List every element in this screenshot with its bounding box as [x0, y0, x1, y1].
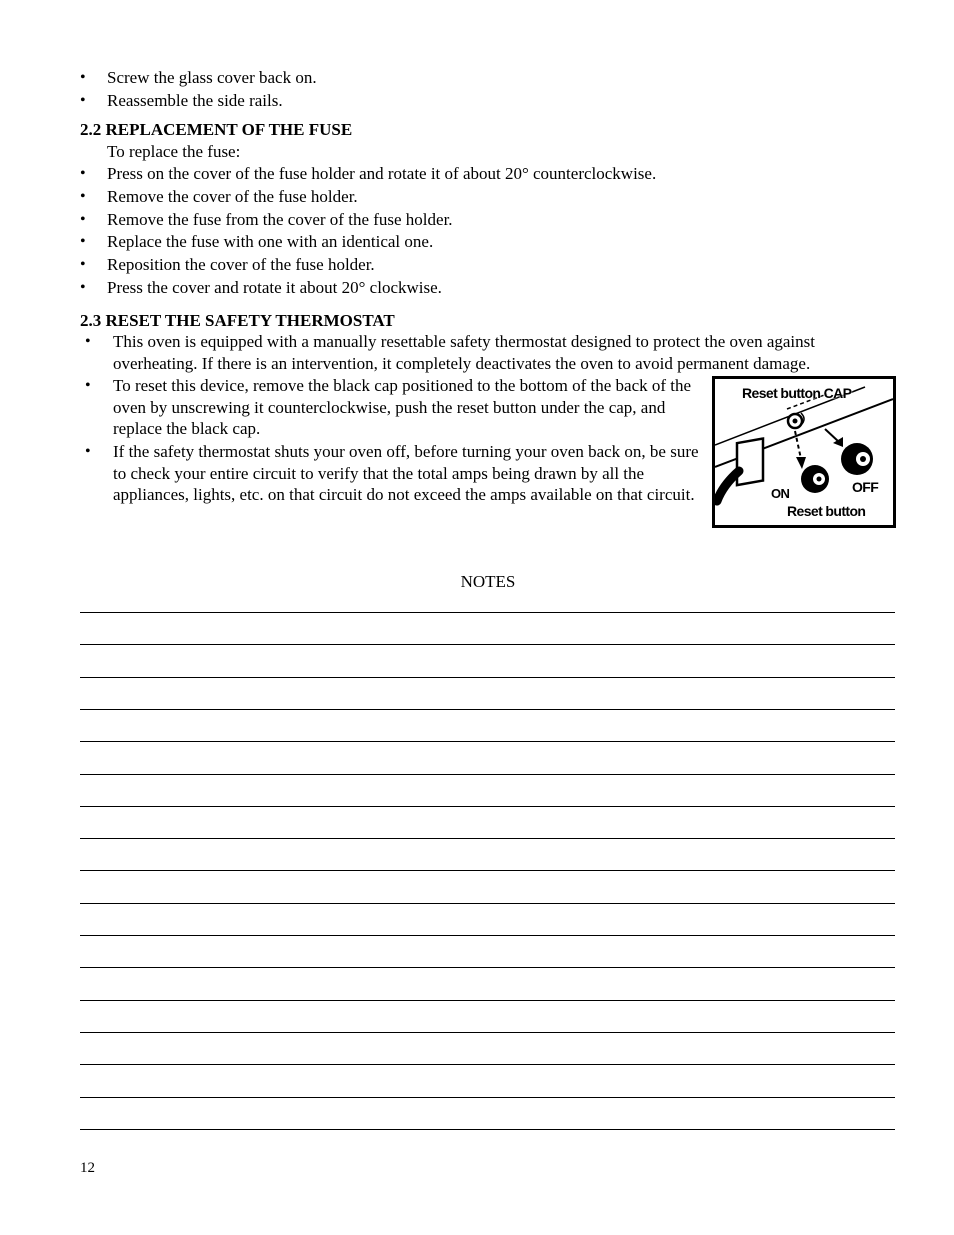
notes-line	[80, 1064, 895, 1065]
notes-line	[80, 1032, 895, 1033]
notes-line	[80, 677, 895, 678]
page-number: 12	[80, 1160, 95, 1176]
list-item: • Press on the cover of the fuse holder and rotate it of about 20° counterclockwise.	[107, 163, 656, 186]
notes-line	[80, 935, 895, 936]
list-item: • Remove the cover of the fuse holder.	[107, 186, 656, 209]
reset-cap-label: Reset button CAP	[742, 385, 852, 401]
list-item: • Remove the fuse from the cover of the fuse holder.	[107, 209, 656, 232]
list-item: • Reposition the cover of the fuse holder.	[107, 254, 656, 277]
notes-line	[80, 709, 895, 710]
notes-line	[80, 612, 895, 613]
notes-line	[80, 1129, 895, 1130]
list-item: • To reset this device, remove the black cap positioned to the bottom of the back of the oven by unscrewing it counterclockwise, push the reset button under the cap, and replace the black cap.	[113, 375, 703, 440]
notes-line	[80, 1097, 895, 1098]
on-label: ON	[771, 486, 790, 501]
fuse-steps-list	[107, 163, 656, 300]
notes-line	[80, 644, 895, 645]
fuse-section-heading: 2.2 REPLACEMENT OF THE FUSE	[80, 120, 353, 139]
reset-section-heading: 2.3 RESET THE SAFETY THERMOSTAT	[80, 311, 395, 330]
reset-button-figure	[712, 376, 896, 528]
list-item: • Reassemble the side rails.	[107, 90, 317, 113]
top-bullet-list	[107, 67, 317, 113]
off-label: OFF	[852, 479, 879, 495]
notes-line	[80, 838, 895, 839]
notes-title: NOTES	[460, 572, 516, 591]
notes-line	[80, 806, 895, 807]
notes-line	[80, 870, 895, 871]
notes-line	[80, 967, 895, 968]
list-item: • Screw the glass cover back on.	[107, 67, 317, 90]
reset-button-label: Reset button	[787, 503, 866, 519]
list-item: • If the safety thermostat shuts your oven off, before turning your oven back on, be sure to check your entire circuit to verify that the total amps being drawn by all the appliances, lights, etc. on that circuit do not exceed the amps available on that circuit.	[113, 441, 703, 506]
fuse-intro: To replace the fuse:	[107, 142, 241, 161]
notes-line	[80, 1000, 895, 1001]
list-item: • This oven is equipped with a manually resettable safety thermostat designed to protect the oven against overheating. If there is an intervention, it completely deactivates the oven to avoid permanent damage.	[113, 331, 903, 374]
list-item: • Press the cover and rotate it about 20° clockwise.	[107, 277, 656, 300]
notes-line	[80, 774, 895, 775]
notes-line	[80, 903, 895, 904]
list-item: • Replace the fuse with one with an identical one.	[107, 231, 656, 254]
notes-line	[80, 741, 895, 742]
